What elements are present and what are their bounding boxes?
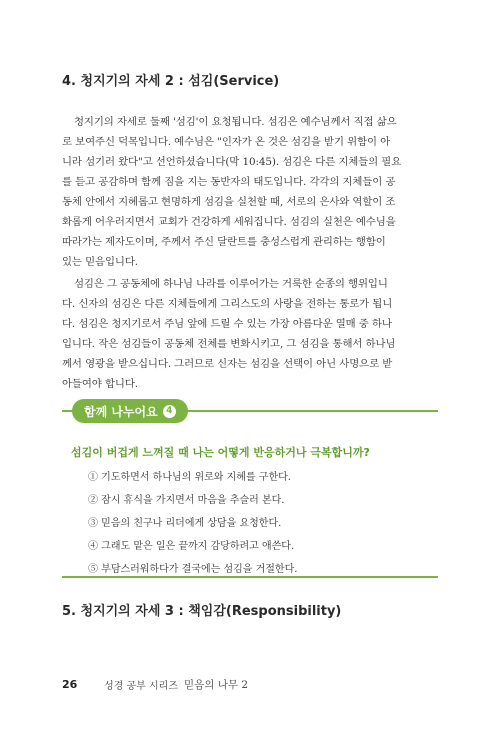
paragraph-line: 있는 믿음입니다.	[62, 256, 138, 268]
paragraph-line: 섬김은 그 공동체에 하나님 나라를 이루어가는 거룩한 순종의 행위입니	[74, 278, 388, 290]
paragraph-line: 입니다. 작은 섬김들이 공동체 전체를 변화시키고, 그 섬김을 통해서 하나님	[62, 338, 396, 350]
answer-option: ③ 믿음의 친구나 리더에게 상담을 요청한다.	[88, 518, 282, 529]
share-together-label: 함께 나누어요	[84, 404, 158, 419]
answer-option: ② 잠시 휴식을 가지면서 마음을 추슬러 본다.	[88, 495, 285, 506]
paragraph-line: 청지기의 자세로 둘째 '섬김'이 요청됩니다. 섬김은 예수님께서 직접 삶으	[74, 116, 397, 128]
paragraph-line: 다. 신자의 섬김은 다른 지체들에게 그리스도의 사랑을 전하는 통로가 됩니	[62, 298, 393, 310]
answer-option: ④ 그래도 맡은 일은 끝까지 감당하려고 애쓴다.	[88, 541, 295, 552]
answer-option: ① 기도하면서 하나님의 위로와 지혜를 구한다.	[88, 472, 291, 483]
paragraph-line: 따라가는 제자도이며, 주께서 주신 달란트를 충성스럽게 관리하는 행함이	[62, 236, 386, 248]
page-footer	[62, 677, 248, 692]
page-number: 26	[62, 678, 78, 691]
paragraph-line: 께서 영광을 받으십니다. 그러므로 신자는 섬김을 선택이 아닌 사명으로 받	[62, 358, 393, 370]
paragraph-line: 화롭게 어우러지면서 교회가 건강하게 세워집니다. 섬김의 실천은 예수님을	[62, 216, 396, 228]
paragraph-line: 로 보여주신 덕목입니다. 예수님은 "인자가 온 것은 섬김을 받기 위함이 아	[62, 136, 391, 148]
share-together-tab	[72, 399, 188, 423]
answer-option: ⑤ 부담스러워하다가 결국에는 섬김을 거절한다.	[88, 564, 298, 575]
section-4-paragraph-2	[62, 274, 438, 394]
series-label: 성경 공부 시리즈	[104, 681, 178, 692]
section-4-heading: 4. 청지기의 자세 2 : 섬김(Service)	[62, 74, 280, 89]
answer-options-list	[88, 466, 297, 581]
tab-number-badge: 4	[163, 405, 176, 418]
section-5-heading: 5. 청지기의 자세 3 : 책임감(Responsibility)	[62, 604, 342, 619]
series-brand: 믿음의 나무 2	[183, 679, 249, 691]
paragraph-line: 다. 섬김은 청지기로서 주님 앞에 드릴 수 있는 가장 아름다운 열매 중 하나	[62, 318, 392, 330]
section-4-paragraph-1	[62, 112, 438, 272]
share-together-box	[62, 404, 438, 578]
discussion-question: 섬김이 버겁게 느껴질 때 나는 어떻게 반응하거나 극복합니까?	[71, 446, 370, 459]
paragraph-line: 를 듣고 공감하며 함께 짐을 지는 동반자의 태도입니다. 각각의 지체들이 공	[62, 176, 396, 188]
paragraph-line: 아들여야 합니다.	[62, 378, 138, 390]
paragraph-line: 동체 안에서 지혜롭고 현명하게 섬김을 실천할 때, 서로의 은사와 역할이 조	[62, 196, 396, 208]
paragraph-line: 니라 섬기러 왔다"고 선언하셨습니다(막 10:45). 섬김은 다른 지체들의 필요	[62, 156, 402, 168]
